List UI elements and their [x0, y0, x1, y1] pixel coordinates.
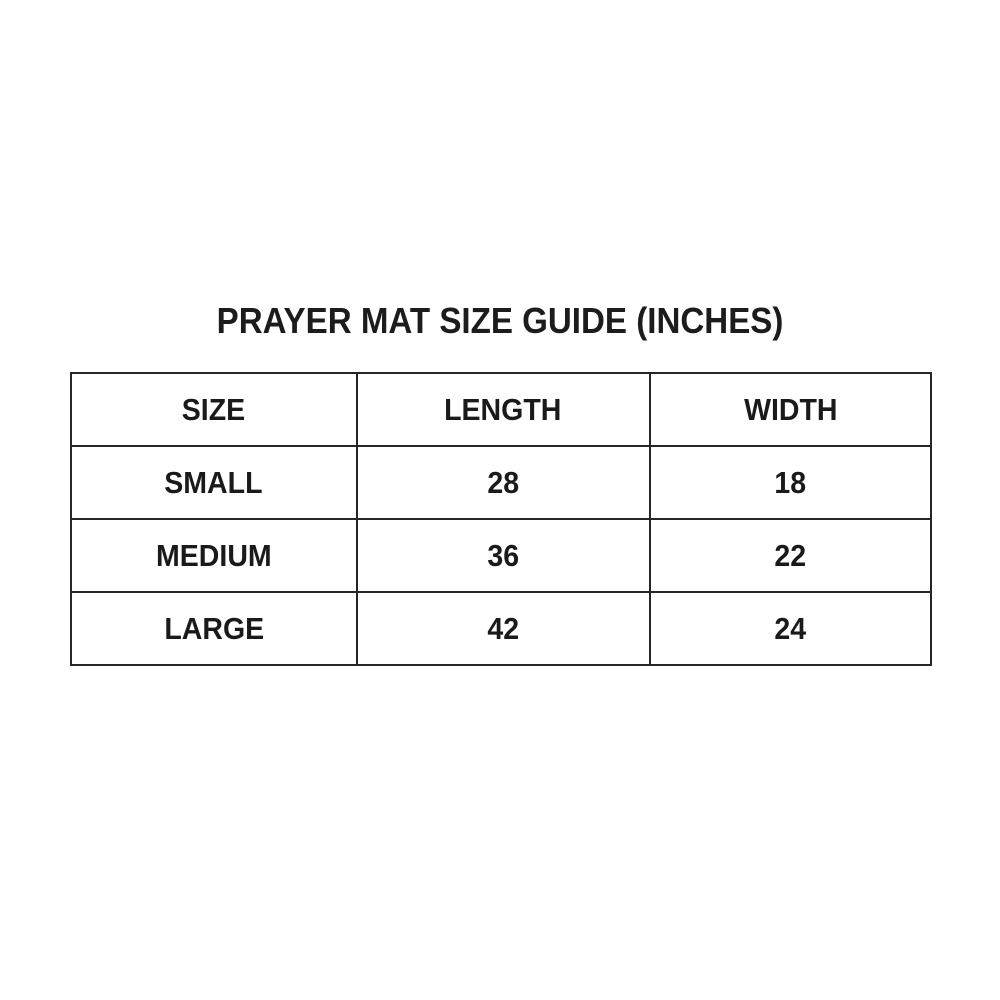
column-header-width-label: WIDTH: [743, 391, 838, 427]
cell-small-width-value: 18: [774, 464, 807, 500]
column-header-size: [71, 373, 357, 446]
cell-medium-length-value: 36: [487, 537, 519, 573]
cell-medium-width-value: 22: [774, 537, 807, 573]
cell-large-width-value: 24: [774, 610, 807, 646]
table-header-row: [71, 373, 931, 446]
cell-large-width: [650, 592, 931, 665]
cell-medium-size: [71, 519, 357, 592]
table-row-large: [71, 592, 931, 665]
cell-small-size: [71, 446, 357, 519]
cell-large-length-value: 42: [487, 610, 519, 646]
table-row-small: [71, 446, 931, 519]
page-title: [0, 297, 1000, 345]
column-header-length-label: LENGTH: [444, 391, 562, 427]
cell-medium-width: [650, 519, 931, 592]
page-title-text: PRAYER MAT SIZE GUIDE (INCHES): [216, 300, 784, 341]
size-guide-table: [70, 372, 932, 666]
cell-medium-length: [357, 519, 650, 592]
column-header-width: [650, 373, 931, 446]
cell-small-length: [357, 446, 650, 519]
cell-small-width: [650, 446, 931, 519]
cell-medium-size-label: MEDIUM: [155, 537, 272, 573]
cell-small-size-label: SMALL: [164, 464, 263, 500]
column-header-size-label: SIZE: [182, 391, 246, 427]
cell-large-length: [357, 592, 650, 665]
cell-large-size: [71, 592, 357, 665]
cell-small-length-value: 28: [487, 464, 519, 500]
table-row-medium: [71, 519, 931, 592]
column-header-length: [357, 373, 650, 446]
cell-large-size-label: LARGE: [163, 610, 264, 646]
